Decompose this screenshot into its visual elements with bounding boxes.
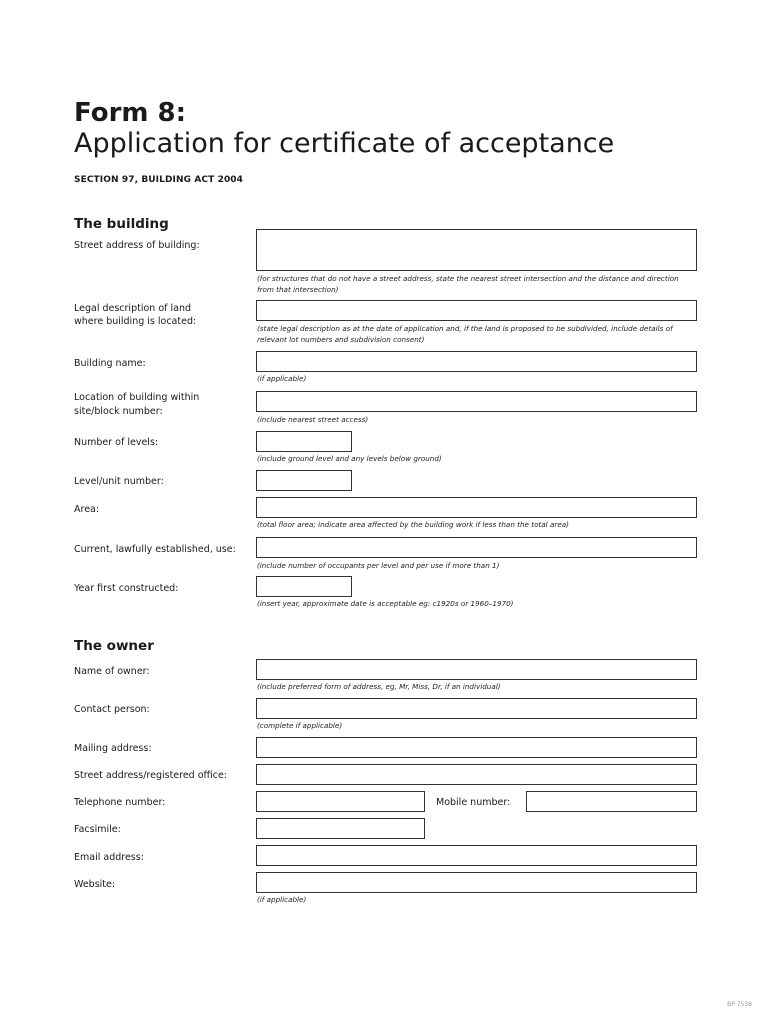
form-title: Application for certificate of acceptance xyxy=(74,128,615,159)
section-heading-building: The building xyxy=(74,216,169,232)
year-constructed-hint: (insert year, approximate date is acceptable eg: c1920s or 1960–1970) xyxy=(257,599,514,608)
owner-name-hint: (include preferred form of address, eg, Mr, Miss, Dr, if an individual) xyxy=(257,682,501,691)
current-use-field[interactable] xyxy=(256,537,697,558)
street-address-field[interactable] xyxy=(256,229,697,271)
legal-description-hint: (state legal description as at the date of application and, if the land is proposed to be subdivided, include details of relevant lot numbers and subdivision consent) xyxy=(257,324,673,344)
owner-name-field[interactable] xyxy=(256,659,697,680)
section-heading-owner: The owner xyxy=(74,638,154,654)
levels-field[interactable] xyxy=(256,431,352,452)
area-label: Area: xyxy=(74,504,100,515)
contact-person-hint: (complete if applicable) xyxy=(257,721,343,730)
telephone-field[interactable] xyxy=(256,791,425,812)
email-field[interactable] xyxy=(256,845,697,866)
unit-number-field[interactable] xyxy=(256,470,352,491)
building-name-hint: (if applicable) xyxy=(257,374,307,383)
footer-code: BP 7538 xyxy=(727,1001,752,1008)
contact-person-field[interactable] xyxy=(256,698,697,719)
legal-description-label-line1: Legal description of land xyxy=(74,303,192,314)
levels-label: Number of levels: xyxy=(74,437,159,448)
area-hint: (total floor area; indicate area affected by the building work if less than the total area) xyxy=(257,520,569,529)
street-address-label: Street address of building: xyxy=(74,240,200,251)
unit-number-label: Level/unit number: xyxy=(74,476,164,487)
area-field[interactable] xyxy=(256,497,697,518)
location-label-line2: site/block number: xyxy=(74,406,163,417)
registered-office-field[interactable] xyxy=(256,764,697,785)
website-hint: (if applicable) xyxy=(257,895,307,904)
facsimile-field[interactable] xyxy=(256,818,425,839)
year-constructed-label: Year first constructed: xyxy=(74,583,179,594)
location-hint: (include nearest street access) xyxy=(257,415,369,424)
levels-hint: (include ground level and any levels below ground) xyxy=(257,454,442,463)
form-number-title: Form 8: xyxy=(74,98,187,128)
facsimile-label: Facsimile: xyxy=(74,824,121,835)
legal-description-field[interactable] xyxy=(256,300,697,321)
section-reference: SECTION 97, BUILDING ACT 2004 xyxy=(74,175,244,185)
mailing-address-field[interactable] xyxy=(256,737,697,758)
email-label: Email address: xyxy=(74,852,144,863)
year-constructed-field[interactable] xyxy=(256,576,352,597)
mobile-field[interactable] xyxy=(526,791,697,812)
owner-name-label: Name of owner: xyxy=(74,666,150,677)
contact-person-label: Contact person: xyxy=(74,704,150,715)
mobile-label: Mobile number: xyxy=(436,797,511,808)
location-field[interactable] xyxy=(256,391,697,412)
location-label-line1: Location of building within xyxy=(74,392,200,403)
street-address-hint: (for structures that do not have a street address, state the nearest street intersection and the distance and direction from that intersection) xyxy=(257,274,679,294)
website-label: Website: xyxy=(74,879,116,890)
current-use-hint: (include number of occupants per level and per use if more than 1) xyxy=(257,561,500,570)
legal-description-label-line2: where building is located: xyxy=(74,316,197,327)
current-use-label: Current, lawfully established, use: xyxy=(74,544,236,555)
registered-office-label: Street address/registered office: xyxy=(74,770,227,781)
building-name-label: Building name: xyxy=(74,358,146,369)
building-name-field[interactable] xyxy=(256,351,697,372)
website-field[interactable] xyxy=(256,872,697,893)
mailing-address-label: Mailing address: xyxy=(74,743,152,754)
telephone-label: Telephone number: xyxy=(74,797,166,808)
